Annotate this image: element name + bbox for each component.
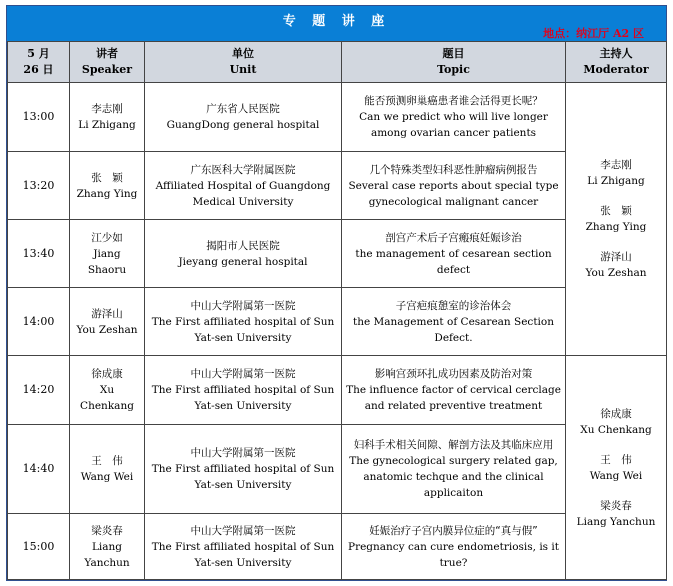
time-cell: 15:00: [8, 514, 70, 580]
topic-header: 题目 Topic: [342, 42, 566, 83]
unit-cell: 广东医科大学附属医院 Affiliated Hospital of Guangdong Medical University: [145, 152, 342, 220]
topic-cell: 妇科手术相关间隙、解剖方法及其临床应用 The gynecological surgery related gap, anatomic techque and the clinical applicaiton: [342, 425, 566, 514]
moderator-entry: 梁炎春 Liang Yanchun: [576, 499, 656, 528]
speaker-cell: 王 伟 Wang Wei: [70, 425, 145, 514]
moderator-entry: 张 颖 Zhang Ying: [585, 205, 647, 233]
time-cell: 13:20: [8, 152, 70, 220]
unit-header: 单位 Unit: [145, 42, 342, 83]
table-row: [8, 83, 667, 152]
unit-cell: 中山大学附属第一医院 The First affiliated hospital of Sun Yat-sen University: [145, 288, 342, 356]
speaker-cell: 梁炎春 Liang Yanchun: [70, 514, 145, 580]
speaker-cell: 李志刚 Li Zhigang: [70, 83, 145, 152]
moderator-entry: 王 伟 Wang Wei: [589, 453, 643, 482]
time-cell: 13:00: [8, 83, 70, 152]
schedule-frame: [6, 5, 667, 581]
topic-cell: 几个特殊类型妇科恶性肿瘤病例报告 Several case reports about special type gynecological malignant cancer: [342, 152, 566, 220]
time-cell: 14:00: [8, 288, 70, 356]
unit-cell: 中山大学附属第一医院 The First affiliated hospital of Sun Yat-sen University: [145, 514, 342, 580]
lecture-table: [7, 41, 667, 580]
topic-cell: 剖宫产术后子宫瘢痕妊娠诊治 the management of cesarean section defect: [342, 220, 566, 288]
table-header-row: [8, 42, 667, 83]
table-row: [8, 356, 667, 425]
moderator-cell: [566, 356, 667, 580]
topic-cell: 影响宫颈环扎成功因素及防治对策 The influence factor of cervical cerclage and related preventive treatment: [342, 356, 566, 425]
speaker-cell: 游泽山 You Zeshan: [70, 288, 145, 356]
unit-cell: 中山大学附属第一医院 The First affiliated hospital of Sun Yat-sen University: [145, 425, 342, 514]
moderator-entry: 徐成康 Xu Chenkang: [580, 407, 652, 436]
moderator-entry: 游泽山 You Zeshan: [585, 251, 647, 279]
speaker-cell: 徐成康 Xu Chenkang: [70, 356, 145, 425]
title-banner: [7, 6, 666, 41]
moderator-entry: 李志刚 Li Zhigang: [587, 159, 645, 187]
unit-cell: 中山大学附属第一医院 The First affiliated hospital of Sun Yat-sen University: [145, 356, 342, 425]
topic-cell: 子宫疤痕憩室的诊治体会 the Management of Cesarean Section Defect.: [342, 288, 566, 356]
topic-cell: 妊娠治疗子宫内膜异位症的“真与假” Pregnancy can cure endometriosis, is it true?: [342, 514, 566, 580]
speaker-cell: 江少如 Jiang Shaoru: [70, 220, 145, 288]
time-cell: 13:40: [8, 220, 70, 288]
moderator-header: 主持人 Moderator: [566, 42, 667, 83]
unit-cell: 广东省人民医院 GuangDong general hospital: [145, 83, 342, 152]
unit-cell: 揭阳市人民医院 Jieyang general hospital: [145, 220, 342, 288]
time-cell: 14:20: [8, 356, 70, 425]
page-title: 专 题 讲 座: [282, 14, 391, 29]
speaker-header: 讲者 Speaker: [70, 42, 145, 83]
topic-cell: 能否预测卵巢癌患者谁会活得更长呢？ Can we predict who will live longer among ovarian cancer patients: [342, 83, 566, 152]
date-header: 5 月 26 日: [8, 42, 70, 83]
time-cell: 14:40: [8, 425, 70, 514]
location-label: 地点：纳江厅 A2 区: [543, 27, 644, 40]
moderator-cell: [566, 83, 667, 356]
speaker-cell: 张 颖 Zhang Ying: [70, 152, 145, 220]
